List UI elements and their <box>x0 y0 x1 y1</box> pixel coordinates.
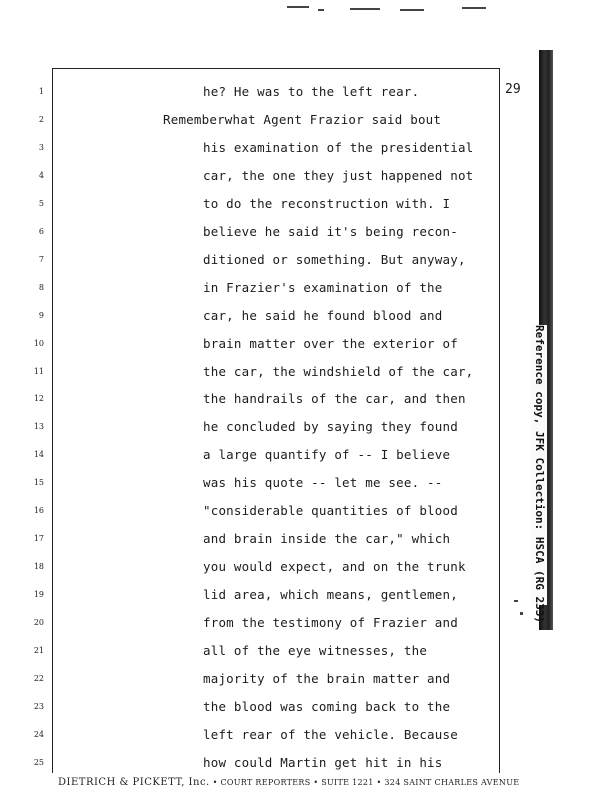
transcript-line: believe he said it's being recon- <box>203 223 458 239</box>
transcript-line: in Frazier's examination of the <box>203 279 443 295</box>
line-number: 10 <box>33 338 44 348</box>
footer-firm: DIETRICH & PICKETT, Inc. <box>58 777 210 788</box>
scan-speck <box>318 9 324 11</box>
line-number: 18 <box>33 562 44 572</box>
transcript-line: and brain inside the car," which <box>203 531 451 547</box>
court-reporter-footer: DIETRICH & PICKETT, Inc. • COURT REPORTERS • SUITE 1221 • 324 SAINT CHARLES AVENUE <box>58 777 520 788</box>
transcript-line: how could Martin get hit in his <box>203 754 443 770</box>
line-number: 17 <box>33 534 44 544</box>
transcript-line: lid area, which means, gentlemen, <box>203 587 458 603</box>
line-number: 1 <box>38 87 44 96</box>
transcript-line: all of the eye witnesses, the <box>203 643 428 658</box>
reference-stamp-text: Reference copy, JFK Collection: HSCA (RG 233) <box>533 325 546 624</box>
line-number: 2 <box>38 114 44 124</box>
page-number: 29 <box>505 82 521 97</box>
scan-mark <box>520 612 523 615</box>
line-number: 20 <box>33 618 44 628</box>
line-number: 12 <box>33 394 44 404</box>
transcript-line: from the testimony of Frazier and <box>203 615 458 631</box>
line-number: 8 <box>38 282 44 292</box>
line-number: 25 <box>33 757 44 767</box>
line-number: 14 <box>33 450 44 460</box>
transcript-line: the blood was coming back to the <box>203 698 451 714</box>
line-number: 22 <box>33 673 44 683</box>
transcript-line: he? He was to the left rear. <box>203 84 420 99</box>
line-number: 19 <box>33 590 44 600</box>
transcript-line: "considerable quantities of blood <box>203 503 458 519</box>
transcript-line: brain matter over the exterior of <box>203 335 458 351</box>
line-number: 13 <box>33 422 44 432</box>
transcript-line: a large quantify of -- I believe <box>203 447 451 463</box>
transcript-line: majority of the brain matter and <box>203 670 451 686</box>
scan-speck <box>350 8 380 10</box>
line-number: 16 <box>33 506 44 516</box>
scan-mark <box>514 600 518 602</box>
line-number: 9 <box>38 310 44 320</box>
footer-suite: SUITE 1221 <box>321 778 374 787</box>
transcript-line: he concluded by saying they found <box>203 419 458 435</box>
scan-speck <box>287 6 309 8</box>
line-number: 3 <box>38 142 44 152</box>
transcript-line: car, the one they just happened not <box>203 167 474 183</box>
line-number: 5 <box>38 198 44 208</box>
line-number: 23 <box>33 701 44 711</box>
transcript-line: Rememberwhat Agent Frazior said bout <box>163 111 442 127</box>
scan-speck <box>462 7 486 9</box>
line-number: 7 <box>38 254 44 264</box>
transcript-line: ditioned or something. But anyway, <box>203 251 466 267</box>
transcript-line: the car, the windshield of the car, <box>203 363 474 379</box>
footer-service: COURT REPORTERS <box>220 778 311 787</box>
transcript-line: car, he said he found blood and <box>203 307 443 323</box>
line-number: 4 <box>38 170 44 180</box>
line-number: 21 <box>33 646 44 655</box>
transcript-line: was his quote -- let me see. -- <box>203 475 443 491</box>
transcript-line: to do the reconstruction with. I <box>203 195 451 211</box>
line-number: 11 <box>33 366 44 376</box>
footer-address: 324 SAINT CHARLES AVENUE <box>384 778 520 787</box>
transcript-line: his examination of the presidential <box>203 139 474 155</box>
line-number: 15 <box>33 478 44 488</box>
line-number: 24 <box>33 729 44 739</box>
line-number: 6 <box>38 226 44 236</box>
transcript-line: the handrails of the car, and then <box>203 391 466 407</box>
transcript-line: you would expect, and on the trunk <box>203 559 466 575</box>
scan-speck <box>400 9 424 11</box>
transcript-line: left rear of the vehicle. Because <box>203 726 458 742</box>
